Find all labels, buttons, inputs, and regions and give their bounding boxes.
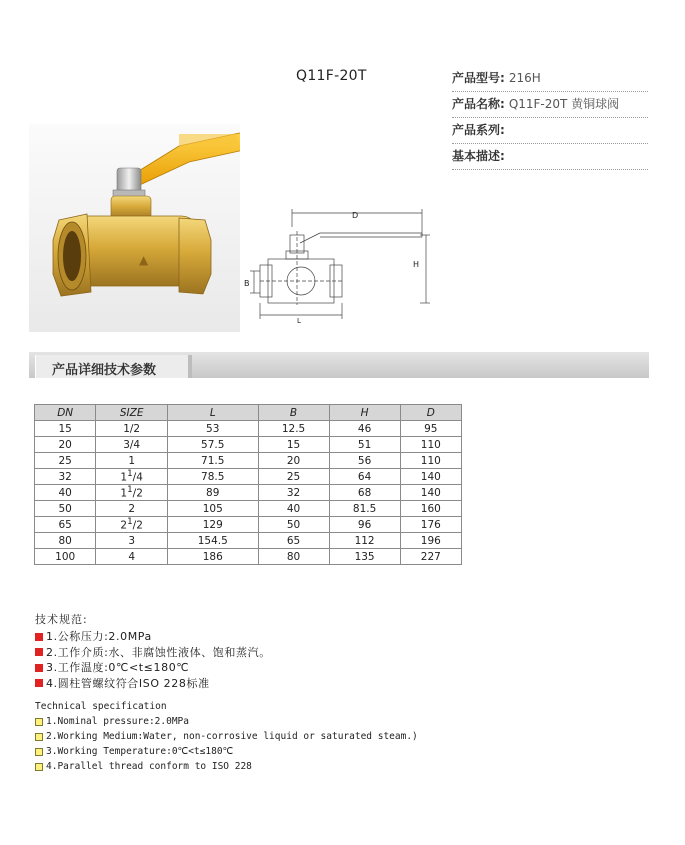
spec-text: 4.圆柱管螺纹符合ISO 228标准 (46, 676, 210, 690)
cell-size: 2 (96, 501, 168, 517)
size-integer: 1 (120, 487, 128, 500)
cell-h: 51 (329, 437, 400, 453)
cell-h: 68 (329, 485, 400, 501)
cell-l: 129 (167, 517, 258, 533)
dimension-label-h: H (413, 260, 420, 269)
dimension-label-b: B (244, 279, 250, 288)
cell-d: 140 (400, 469, 461, 485)
cell-d: 176 (400, 517, 461, 533)
svg-text:▲: ▲ (139, 253, 149, 267)
cell-l: 186 (167, 549, 258, 565)
section-tab-shade (188, 355, 192, 378)
cell-b: 32 (258, 485, 329, 501)
info-value: 216H (508, 71, 541, 85)
cell-h: 81.5 (329, 501, 400, 517)
dimension-diagram (240, 205, 440, 325)
info-label: 产品系列: (452, 123, 505, 137)
list-item (35, 660, 271, 676)
list-item (35, 629, 271, 645)
size-fraction-numerator: 1 (127, 517, 133, 528)
info-label: 产品型号: (452, 71, 505, 85)
tech-spec-title: Technical specification (35, 701, 167, 712)
yellow-square-bullet-icon (35, 748, 43, 756)
spec-text: 1.公称压力:2.0MPa (46, 630, 152, 644)
cell-size: 1/2 (96, 421, 168, 437)
size-fraction-numerator: 1 (127, 485, 133, 496)
cell-d: 196 (400, 533, 461, 549)
tech-spec-title: 技术规范: (35, 613, 88, 626)
cell-b: 80 (258, 549, 329, 565)
info-row-name (452, 92, 648, 118)
cell-dn: 100 (35, 549, 96, 565)
table-row (35, 485, 462, 501)
tech-spec-chinese (35, 611, 271, 691)
cell-dn: 40 (35, 485, 96, 501)
cell-d: 140 (400, 485, 461, 501)
cell-dn: 80 (35, 533, 96, 549)
spec-text: 3.工作温度:0℃<t≤180℃ (46, 661, 190, 675)
table-row (35, 533, 462, 549)
dimension-label-l: L (297, 317, 301, 325)
spec-text: 4.Parallel thread conform to ISO 228 (46, 761, 252, 772)
cell-l: 89 (167, 485, 258, 501)
red-square-bullet-icon (35, 648, 43, 656)
cell-dn: 15 (35, 421, 96, 437)
cell-h: 64 (329, 469, 400, 485)
cell-b: 15 (258, 437, 329, 453)
info-row-description (452, 144, 648, 170)
info-row-series (452, 118, 648, 144)
yellow-square-bullet-icon (35, 733, 43, 741)
cell-dn: 32 (35, 469, 96, 485)
cell-l: 71.5 (167, 453, 258, 469)
cell-dn: 50 (35, 501, 96, 517)
product-info-list (452, 66, 648, 170)
dimension-label-d: D (352, 211, 359, 220)
size-fraction-denominator: /4 (132, 471, 143, 484)
table-row (35, 549, 462, 565)
column-header: H (329, 405, 400, 421)
cell-b: 20 (258, 453, 329, 469)
model-title: Q11F-20T (296, 68, 367, 84)
table-row (35, 517, 462, 533)
cell-d: 110 (400, 437, 461, 453)
valve-dimension-drawing (240, 205, 440, 325)
spec-text: 1.Nominal pressure:2.0MPa (46, 716, 189, 727)
info-value: Q11F-20T 黄铜球阀 (508, 97, 620, 111)
cell-dn: 20 (35, 437, 96, 453)
red-square-bullet-icon (35, 633, 43, 641)
cell-size: 3 (96, 533, 168, 549)
column-header: L (167, 405, 258, 421)
cell-d: 95 (400, 421, 461, 437)
red-square-bullet-icon (35, 664, 43, 672)
cell-b: 65 (258, 533, 329, 549)
size-fraction-denominator: /2 (132, 487, 143, 500)
list-item (35, 744, 418, 759)
cell-dn: 25 (35, 453, 96, 469)
list-item (35, 645, 271, 661)
spec-text: 2.Working Medium:Water, non-corrosive liquid or saturated steam.) (46, 731, 418, 742)
info-label: 产品名称: (452, 97, 505, 111)
size-fraction-numerator: 1 (127, 469, 133, 480)
cell-size: 1 (96, 453, 168, 469)
list-item (35, 676, 271, 692)
cell-h: 46 (329, 421, 400, 437)
table-row (35, 437, 462, 453)
cell-d: 110 (400, 453, 461, 469)
cell-h: 96 (329, 517, 400, 533)
table-row (35, 421, 462, 437)
cell-size: 3/4 (96, 437, 168, 453)
cell-b: 40 (258, 501, 329, 517)
spec-text: 3.Working Temperature:0℃<t≤180℃ (46, 746, 234, 757)
info-label: 基本描述: (452, 149, 505, 163)
cell-b: 50 (258, 517, 329, 533)
cell-b: 12.5 (258, 421, 329, 437)
size-integer: 2 (120, 519, 128, 532)
cell-h: 56 (329, 453, 400, 469)
cell-size: 4 (96, 549, 168, 565)
list-item (35, 759, 418, 774)
column-header: D (400, 405, 461, 421)
list-item (35, 729, 418, 744)
cell-l: 53 (167, 421, 258, 437)
cell-h: 135 (329, 549, 400, 565)
spec-table (34, 404, 462, 565)
cell-l: 154.5 (167, 533, 258, 549)
cell-d: 160 (400, 501, 461, 517)
section-title: 产品详细技术参数 (52, 363, 157, 378)
table-row (35, 469, 462, 485)
yellow-square-bullet-icon (35, 763, 43, 771)
product-photo (29, 124, 240, 332)
cell-dn: 65 (35, 517, 96, 533)
table-header-row (35, 405, 462, 421)
yellow-square-bullet-icon (35, 718, 43, 726)
tech-spec-english (35, 701, 418, 774)
cell-size (96, 517, 168, 533)
info-row-model (452, 66, 648, 92)
list-item (35, 714, 418, 729)
cell-size (96, 485, 168, 501)
cell-l: 78.5 (167, 469, 258, 485)
cell-l: 57.5 (167, 437, 258, 453)
column-header: SIZE (96, 405, 168, 421)
table-row (35, 501, 462, 517)
size-integer: 1 (120, 471, 128, 484)
table-row (35, 453, 462, 469)
cell-d: 227 (400, 549, 461, 565)
ball-valve-illustration (29, 124, 240, 332)
cell-size (96, 469, 168, 485)
cell-h: 112 (329, 533, 400, 549)
size-fraction-denominator: /2 (132, 519, 143, 532)
cell-b: 25 (258, 469, 329, 485)
cell-l: 105 (167, 501, 258, 517)
red-square-bullet-icon (35, 679, 43, 687)
column-header: DN (35, 405, 96, 421)
spec-text: 2.工作介质:水、非腐蚀性液体、饱和蒸汽。 (46, 645, 271, 659)
column-header: B (258, 405, 329, 421)
